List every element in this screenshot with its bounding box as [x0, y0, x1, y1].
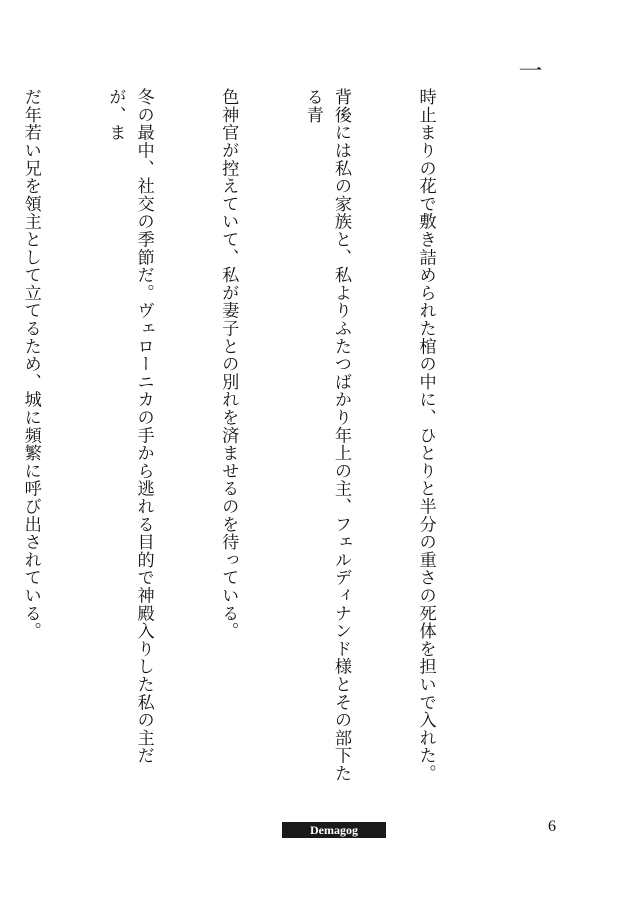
page-number: 6 [548, 818, 556, 835]
text-line: 色神官が控えていて、私が妻子との別れを済ませるのを待っている。 [218, 88, 239, 640]
novel-body-text [0, 88, 496, 788]
text-line: 背後には私の家族と、私よりふたつばかり年上の主、フェルディナンド様とその部下たる青 [302, 88, 351, 783]
book-title-tab: Demagog [282, 822, 386, 838]
chapter-number: 一 [514, 58, 542, 82]
text-line: 時止まりの花で敷き詰められた棺の中に、ひとりと半分の重さの死体を担いで入れた。 [415, 88, 436, 783]
text-line: 冬の最中、社交の季節だ。ヴェローニカの手から逃れる目的で神殿入りした私の主だが、ま [105, 88, 154, 765]
text-line: だ年若い兄を領主として立てるため、城に頻繁に呼び出されている。 [20, 88, 41, 640]
